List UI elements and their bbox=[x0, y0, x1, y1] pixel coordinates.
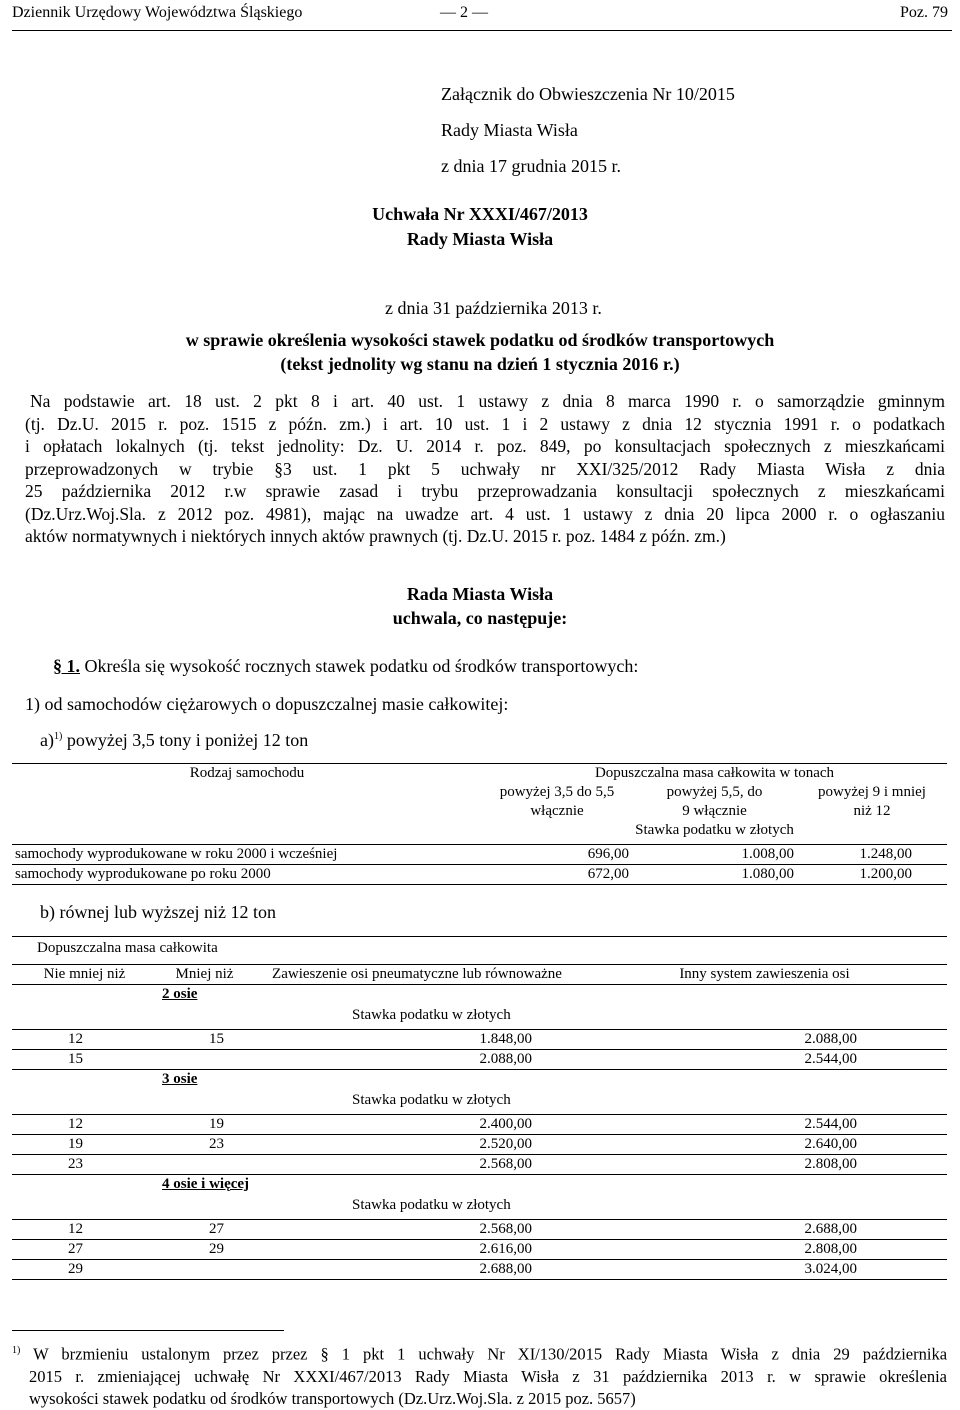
cell-other: 2.688,00 bbox=[804, 1221, 857, 1237]
cell-value: 1.008,00 bbox=[741, 846, 794, 862]
cell-pneumatic: 2.688,00 bbox=[479, 1261, 532, 1277]
council-name: Rada Miasta Wisła bbox=[406, 584, 554, 604]
cell-other: 3.024,00 bbox=[804, 1261, 857, 1277]
cell-max: 15 bbox=[209, 1031, 224, 1047]
col-header-type: Rodzaj samochodu bbox=[189, 765, 305, 781]
annex-line-1: Załącznik do Obwieszczenia Nr 10/2015 bbox=[441, 84, 735, 104]
cell-other: 2.808,00 bbox=[804, 1156, 857, 1172]
axle-group-label: 2 osie bbox=[162, 986, 198, 1002]
annex-line-2: Rady Miasta Wisła bbox=[441, 120, 578, 140]
sub-header-2: powyżej 5,5, do 9 włącznie bbox=[666, 784, 763, 819]
table-row bbox=[12, 1030, 947, 1050]
cell-min: 12 bbox=[68, 1221, 83, 1237]
cell-pneumatic: 2.568,00 bbox=[479, 1221, 532, 1237]
cell-min: 29 bbox=[68, 1261, 83, 1277]
rate-header: Stawka podatku w złotych bbox=[635, 822, 794, 838]
section-text: Określa się wysokość rocznych stawek podatku od środków transportowych: bbox=[84, 656, 639, 676]
footnote-line: 2015 r. zmieniającej uchwałę Nr XXXI/467/2013 Rady Miasta Wisła z 31 października 2013 r. w sprawie określenia bbox=[29, 1366, 947, 1386]
cell-pneumatic: 1.848,00 bbox=[479, 1031, 532, 1047]
axle-group-title bbox=[12, 1070, 947, 1090]
cell-other: 2.640,00 bbox=[804, 1136, 857, 1152]
row-label: samochody wyprodukowane po roku 2000 bbox=[15, 866, 271, 882]
rate-header-row bbox=[12, 1004, 947, 1030]
table-row bbox=[12, 1135, 947, 1155]
footnote-line: $^{1)}$ W brzmieniu ustalonym przez przez § 1 pkt 1 uchwały Nr XI/130/2015 Rady Miasta Wisła z dnia 29 października bbox=[12, 1344, 948, 1364]
rate-header: Stawka podatku w złotych bbox=[352, 1007, 511, 1023]
cell-min: 27 bbox=[68, 1241, 83, 1257]
preamble-line: Na podstawie art. 18 ust. 2 pkt 8 i art. 40 ust. 1 ustawy z dnia 8 marca 1990 r. o samorządzie gminnym bbox=[30, 391, 945, 411]
col-min: Nie mniej niż bbox=[43, 966, 126, 982]
footnote-ref: 1) bbox=[53, 731, 63, 742]
table-row bbox=[12, 1155, 947, 1175]
position-number: Poz. 79 bbox=[900, 4, 948, 21]
cell-max bbox=[157, 1155, 252, 1175]
preamble-line: aktów normatywnych i niektórych innych aktów prawnych (tj. Dz.U. 2015 r. poz. 1484 z późn. zm.) bbox=[25, 526, 726, 546]
preamble-line: i opłatach lokalnych (tj. tekst jednolity: Dz. U. 2014 r. poz. 849, po konsultacjach społecznych z mieszkańcami bbox=[25, 436, 945, 456]
table-trucks-12t-plus bbox=[12, 936, 947, 1280]
axle-group-label: 4 osie i więcej bbox=[162, 1176, 250, 1192]
table-row bbox=[12, 1240, 947, 1260]
resolution-title: Uchwała Nr XXXI/467/2013 bbox=[372, 204, 588, 224]
preamble-line: (tj. Dz.U. 2015 r. poz. 1515 z późn. zm.) i art. 10 ust. 1 i 2 ustawy z dnia 12 stycznia 1991 r. o podatkach bbox=[25, 413, 945, 434]
cell-max: 19 bbox=[209, 1116, 224, 1132]
table-row bbox=[12, 1050, 947, 1070]
section-1 bbox=[53, 656, 638, 677]
cell-pneumatic: 2.616,00 bbox=[479, 1241, 532, 1257]
rate-header: Stawka podatku w złotych bbox=[352, 1092, 511, 1108]
sub-header-3: powyżej 9 i mniej niż 12 bbox=[818, 784, 926, 819]
annex-line-3: z dnia 17 grudnia 2015 r. bbox=[441, 156, 621, 176]
rate-header: Stawka podatku w złotych bbox=[352, 1197, 511, 1213]
preamble-line: 25 października 2012 r.w sprawie zasad i trybu przeprowadzania konsultacji społecznych z mieszkańcami bbox=[25, 481, 945, 501]
page-number: — 2 — bbox=[440, 4, 488, 21]
cell-other: 2.808,00 bbox=[804, 1241, 857, 1257]
cell-min: 15 bbox=[68, 1051, 83, 1067]
footnote bbox=[12, 1340, 947, 1410]
preamble-line: przeprowadzonych w trybie §3 ust. 1 pkt 5 uchwały nr XXI/325/2012 Rady Miasta Wisła z dnia bbox=[25, 458, 945, 479]
rate-header-row bbox=[12, 1194, 947, 1220]
table-row bbox=[12, 1220, 947, 1240]
council-resolves: uchwala, co następuje: bbox=[392, 608, 568, 628]
preamble-line: (Dz.Urz.Woj.Sla. z 2012 poz. 4981), mając na uwadze art. 4 ust. 1 ustawy z dnia 20 lipca 2000 r. o ogłaszaniu bbox=[25, 503, 945, 524]
axle-group-title bbox=[12, 1175, 947, 1195]
sub-header-1: powyżej 3,5 do 5,5 włącznie bbox=[499, 784, 615, 819]
item-1: 1) od samochodów ciężarowych o dopuszczalnej masie całkowitej: bbox=[25, 694, 509, 714]
table-row bbox=[12, 1260, 947, 1280]
cell-min: 12 bbox=[68, 1116, 83, 1132]
footnote-line: wysokości stawek podatku od środków transportowych (Dz.Urz.Woj.Sla. z 2015 poz. 5657) bbox=[29, 1388, 636, 1408]
row-label: samochody wyprodukowane w roku 2000 i wcześniej bbox=[15, 846, 338, 862]
axle-group-label: 3 osie bbox=[162, 1071, 198, 1087]
resolution-subject: w sprawie określenia wysokości stawek podatku od środków transportowych bbox=[185, 330, 775, 350]
cell-max: 23 bbox=[209, 1136, 224, 1152]
item-b: b) równej lub wyższej niż 12 ton bbox=[40, 902, 276, 922]
cell-min: 12 bbox=[68, 1031, 83, 1047]
table-row bbox=[12, 1115, 947, 1135]
cell-max: 27 bbox=[209, 1221, 224, 1237]
cell-value: 696,00 bbox=[587, 846, 629, 862]
item-a bbox=[40, 730, 308, 751]
col-pneumatic: Zawieszenie osi pneumatyczne lub równoważne bbox=[272, 966, 562, 982]
cell-max bbox=[157, 1260, 252, 1280]
table-row bbox=[12, 845, 947, 865]
cell-value: 1.080,00 bbox=[741, 866, 794, 882]
rate-header-row bbox=[12, 1089, 947, 1115]
cell-max bbox=[157, 1050, 252, 1070]
item-a-label: a) bbox=[40, 730, 54, 750]
resolution-date: z dnia 31 października 2013 r. bbox=[385, 298, 602, 318]
cell-value: 1.200,00 bbox=[859, 866, 912, 882]
cell-value: 672,00 bbox=[587, 866, 629, 882]
table-trucks-under-12t bbox=[12, 763, 947, 885]
cell-value: 1.248,00 bbox=[859, 846, 912, 862]
cell-pneumatic: 2.568,00 bbox=[479, 1156, 532, 1172]
journal-title: Dziennik Urzędowy Województwa Śląskiego bbox=[12, 4, 303, 21]
col-header-mass: Dopuszczalna masa całkowita w tonach bbox=[594, 765, 835, 781]
header-divider bbox=[12, 30, 952, 31]
axle-group-title bbox=[12, 985, 947, 1005]
col-max: Mniej niż bbox=[175, 966, 234, 982]
cell-other: 2.544,00 bbox=[804, 1116, 857, 1132]
section-mark: § 1. bbox=[53, 656, 80, 676]
cell-other: 2.088,00 bbox=[804, 1031, 857, 1047]
resolution-subject-note: (tekst jednolity wg stanu na dzień 1 stycznia 2016 r.) bbox=[280, 354, 680, 374]
cell-pneumatic: 2.400,00 bbox=[479, 1116, 532, 1132]
item-a-text: powyżej 3,5 tony i poniżej 12 ton bbox=[66, 730, 309, 750]
footnote-mark: 1) bbox=[12, 1345, 21, 1356]
cell-other: 2.544,00 bbox=[804, 1051, 857, 1067]
preamble bbox=[25, 390, 945, 548]
footnote-divider bbox=[12, 1330, 284, 1331]
cell-pneumatic: 2.088,00 bbox=[479, 1051, 532, 1067]
col-other: Inny system zawieszenia osi bbox=[679, 966, 850, 982]
cell-pneumatic: 2.520,00 bbox=[479, 1136, 532, 1152]
head-mass: Dopuszczalna masa całkowita bbox=[37, 940, 218, 956]
resolution-council: Rady Miasta Wisła bbox=[406, 229, 554, 249]
cell-min: 19 bbox=[68, 1136, 83, 1152]
table-row bbox=[12, 865, 947, 885]
cell-max: 29 bbox=[209, 1241, 224, 1257]
cell-min: 23 bbox=[68, 1156, 83, 1172]
